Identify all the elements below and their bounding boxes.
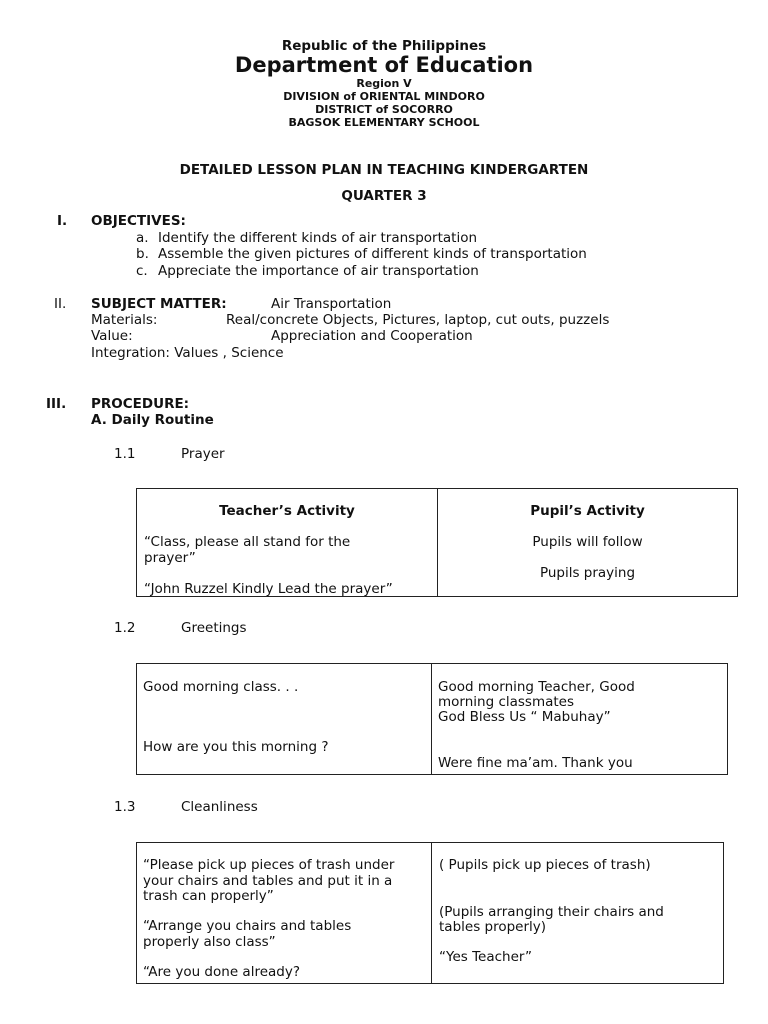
teacher-line: How are you this morning ? bbox=[143, 739, 329, 755]
teacher-activity-header: Teacher’s Activity bbox=[219, 503, 355, 519]
teacher-activity-cell bbox=[137, 489, 438, 597]
district-text: DISTRICT of SOCORRO bbox=[315, 103, 453, 116]
teacher-line: trash can properly” bbox=[143, 888, 274, 904]
pupil-line: Good morning Teacher, Good bbox=[438, 679, 635, 695]
teacher-line: Good morning class. . . bbox=[143, 679, 299, 695]
teacher-line: your chairs and tables and put it in a bbox=[143, 873, 393, 889]
objective-item: Assemble the given pictures of different kinds of transportation bbox=[158, 246, 587, 262]
subject-heading: SUBJECT MATTER: bbox=[91, 296, 227, 312]
pupil-line: ( Pupils pick up pieces of trash) bbox=[439, 857, 651, 873]
objective-item: Appreciate the importance of air transportation bbox=[158, 263, 479, 279]
pupil-activity-cell bbox=[432, 843, 724, 984]
subject-numeral: II. bbox=[54, 296, 67, 312]
objective-letter: a. bbox=[136, 230, 149, 246]
subject-topic: Air Transportation bbox=[271, 296, 392, 312]
cleanliness-table bbox=[136, 842, 724, 984]
greetings-table bbox=[136, 663, 728, 775]
pupil-line: Pupils will follow bbox=[532, 534, 643, 550]
value-text: Appreciation and Cooperation bbox=[271, 328, 473, 344]
pupil-activity-cell bbox=[438, 489, 738, 597]
pupil-line: “Yes Teacher” bbox=[439, 949, 533, 965]
teacher-line: “Please pick up pieces of trash under bbox=[143, 857, 395, 873]
step-label: Greetings bbox=[181, 620, 247, 636]
step-number: 1.3 bbox=[114, 799, 136, 815]
objectives-numeral: I. bbox=[57, 213, 68, 229]
objective-item: Identify the different kinds of air transportation bbox=[158, 230, 478, 246]
teacher-line: properly also class” bbox=[143, 934, 276, 950]
procedure-heading: PROCEDURE: bbox=[91, 396, 190, 412]
pupil-line: Pupils praying bbox=[539, 565, 636, 581]
quarter-text: QUARTER 3 bbox=[341, 188, 427, 204]
step-number: 1.1 bbox=[114, 446, 136, 462]
integration-text: Integration: Values , Science bbox=[91, 345, 284, 361]
lesson-plan-title: DETAILED LESSON PLAN IN TEACHING KINDERGARTEN bbox=[179, 162, 589, 178]
step-number: 1.2 bbox=[114, 620, 136, 636]
step-label: Cleanliness bbox=[181, 799, 258, 815]
value-label: Value: bbox=[91, 328, 133, 344]
region-text: Region V bbox=[356, 77, 412, 90]
materials-label: Materials: bbox=[91, 312, 158, 328]
materials-text: Real/concrete Objects, Pictures, laptop, cut outs, puzzels bbox=[226, 312, 610, 328]
pupil-activity-cell bbox=[432, 664, 728, 775]
department-title: Department of Education bbox=[234, 53, 534, 77]
prayer-table bbox=[136, 488, 738, 597]
teacher-line: “John Ruzzel Kindly Lead the prayer” bbox=[144, 581, 393, 597]
teacher-line: “Are you done already? bbox=[143, 964, 300, 980]
teacher-activity-cell bbox=[137, 664, 432, 775]
pupil-line: Were fine ma’am. Thank you bbox=[438, 755, 633, 771]
teacher-activity-cell bbox=[137, 843, 432, 984]
pupil-line: tables properly) bbox=[439, 919, 547, 935]
daily-routine-heading: A. Daily Routine bbox=[91, 412, 214, 428]
objective-letter: b. bbox=[136, 246, 149, 262]
teacher-line: prayer” bbox=[144, 550, 196, 566]
objective-letter: c. bbox=[136, 263, 148, 279]
pupil-activity-header: Pupil’s Activity bbox=[530, 503, 645, 519]
teacher-line: “Class, please all stand for the bbox=[144, 534, 351, 550]
division-text: DIVISION of ORIENTAL MINDORO bbox=[283, 90, 485, 103]
step-label: Prayer bbox=[181, 446, 225, 462]
teacher-line: “Arrange you chairs and tables bbox=[143, 918, 352, 934]
school-text: BAGSOK ELEMENTARY SCHOOL bbox=[288, 116, 480, 129]
pupil-line: God Bless Us “ Mabuhay” bbox=[438, 709, 611, 725]
republic-text: Republic of the Philippines bbox=[281, 38, 487, 54]
pupil-line: morning classmates bbox=[438, 694, 575, 710]
objectives-heading: OBJECTIVES: bbox=[91, 213, 186, 229]
procedure-numeral: III. bbox=[46, 396, 67, 412]
pupil-line: (Pupils arranging their chairs and bbox=[439, 904, 664, 920]
